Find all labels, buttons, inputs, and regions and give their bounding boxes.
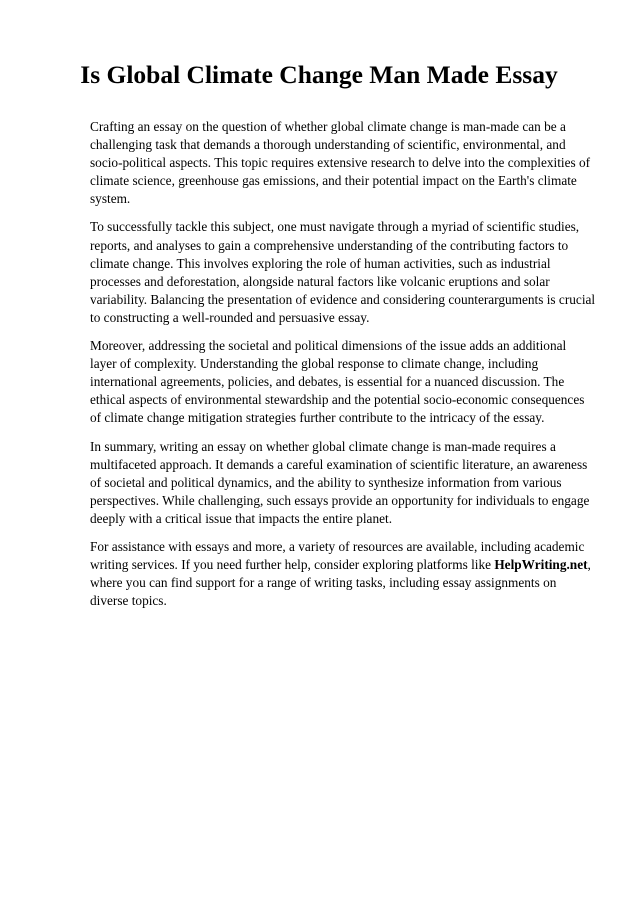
closing-text-after: , where you can find support for a range of writing tasks, including essay assignments on diverse topics. (90, 557, 591, 609)
paragraph-2: To successfully tackle this subject, one must navigate through a myriad of scientific studies, reports, and analyses to gain a comprehensive understanding of the contributing factors to climate change. This involves exploring the role of human activities, such as industrial processes and deforestation, alongside natural factors like volcanic eruptions and solar variability. Balancing the presentation of evidence and considering counterarguments is crucial to constructing a well-rounded and persuasive essay. (90, 219, 596, 325)
closing-text-before: For assistance with essays and more, a variety of resources are available, including academic writing services. If you need further help, consider exploring platforms like (90, 538, 585, 573)
closing-paragraph (90, 538, 596, 610)
brand-link[interactable]: HelpWriting.net (494, 557, 588, 573)
document-title: Is Global Climate Change Man Made Essay (80, 60, 558, 89)
paragraph-1: Crafting an essay on the question of whether global climate change is man-made can be a challenging task that demands a thorough understanding of scientific, environmental, and socio-political aspects. This topic requires extensive research to delve into the complexities of climate science, greenhouse gas emissions, and their potential impact on the Earth's climate system. (90, 119, 591, 207)
paragraph-4: In summary, writing an essay on whether global climate change is man-made requires a multifaceted approach. It demands a careful examination of scientific literature, an awareness of societal and political dynamics, and the ability to synthesize information from various perspectives. While challenging, such essays provide an opportunity for individuals to engage deeply with a critical issue that impacts the entire planet. (90, 438, 590, 526)
document-body (90, 118, 596, 620)
paragraph-3: Moreover, addressing the societal and political dimensions of the issue adds an additional layer of complexity. Understanding the global response to climate change, including international agreements, policies, and debates, is essential for a nuanced discussion. The ethical aspects of environmental stewardship and the potential socio-economic consequences of climate change mitigation strategies further contribute to the intricacy of the essay. (90, 338, 585, 426)
